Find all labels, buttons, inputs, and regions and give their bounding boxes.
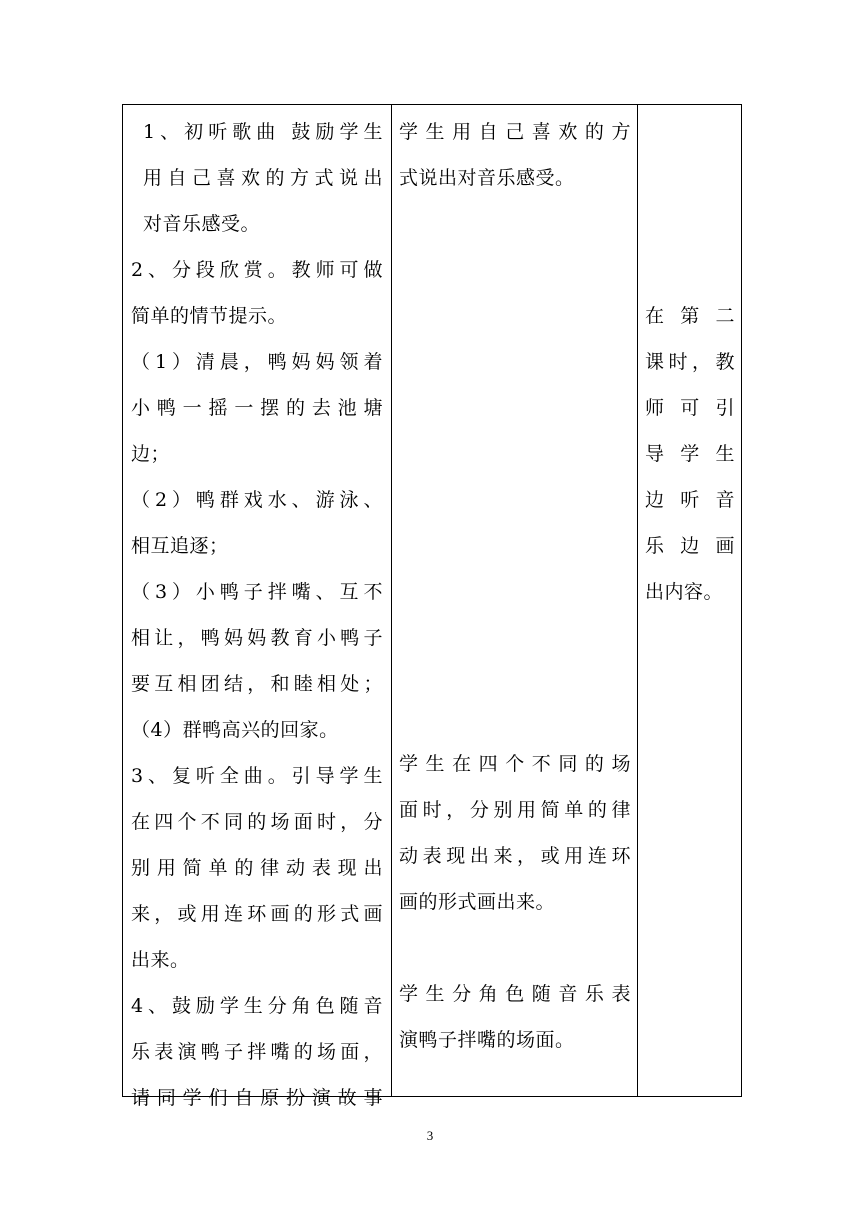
text-line: 来，或用连环画的形式画	[131, 903, 383, 925]
text-line: 小鸭一摇一摆的去池塘	[131, 397, 383, 419]
student-activity-block	[399, 971, 631, 1063]
student-activity-block	[399, 741, 631, 925]
text-line: 课时，教	[645, 351, 735, 373]
text-line: 出来。	[131, 949, 190, 971]
text-line: 用自己喜欢的方式说出	[143, 167, 383, 189]
text-line: （4）群鸭高兴的回家。	[131, 719, 339, 741]
design-note-column	[645, 293, 735, 615]
text-line: 导学生	[645, 443, 735, 465]
student-activity-block	[399, 109, 631, 201]
text-line: 乐边画	[645, 535, 735, 557]
text-line: 1、初听歌曲 鼓励学生	[143, 121, 383, 143]
text-line: 师可引	[645, 397, 735, 419]
text-line: 边听音	[645, 489, 735, 511]
text-line: 对音乐感受。	[143, 213, 261, 235]
text-line: 学生用自己喜欢的方	[399, 121, 631, 143]
text-line: 学生分角色随音乐表	[399, 983, 631, 1005]
text-line: 相互追逐；	[131, 535, 229, 557]
text-line: 动表现出来，或用连环	[399, 845, 631, 867]
text-line: （2）鸭群戏水、游泳、	[131, 489, 383, 511]
lesson-table	[122, 104, 742, 1109]
text-line: 在四个不同的场面时，分	[131, 811, 383, 833]
text-line: 边；	[131, 443, 171, 465]
page-number: 3	[426, 1128, 434, 1143]
text-line: 要互相团结，和睦相处；	[131, 673, 383, 695]
text-line: 出内容。	[645, 581, 724, 603]
text-line: 乐表演鸭子拌嘴的场面，	[131, 1041, 383, 1063]
text-line: 别用简单的律动表现出	[131, 857, 383, 879]
text-line: （1）清晨，鸭妈妈领着	[131, 351, 383, 373]
text-line: 简单的情节提示。	[131, 305, 288, 327]
text-line: 面时，分别用简单的律	[399, 799, 631, 821]
text-line: 2、分段欣赏。教师可做	[131, 259, 383, 281]
column-divider	[391, 105, 392, 1096]
text-line: 请同学们自原扮演故事	[131, 1087, 383, 1109]
text-line: 4、鼓励学生分角色随音	[131, 995, 383, 1017]
column-divider	[637, 105, 638, 1096]
text-line: 相让，鸭妈妈教育小鸭子	[131, 627, 383, 649]
text-line: 演鸭子拌嘴的场面。	[399, 1029, 575, 1051]
text-line: 式说出对音乐感受。	[399, 167, 575, 189]
text-line: （3）小鸭子拌嘴、互不	[131, 581, 383, 603]
teacher-activity-column	[131, 109, 383, 1121]
text-line: 画的形式画出来。	[399, 891, 556, 913]
text-line: 在第二	[645, 305, 735, 327]
text-line: 学生在四个不同的场	[399, 753, 631, 775]
text-line: 3、复听全曲。引导学生	[131, 765, 383, 787]
